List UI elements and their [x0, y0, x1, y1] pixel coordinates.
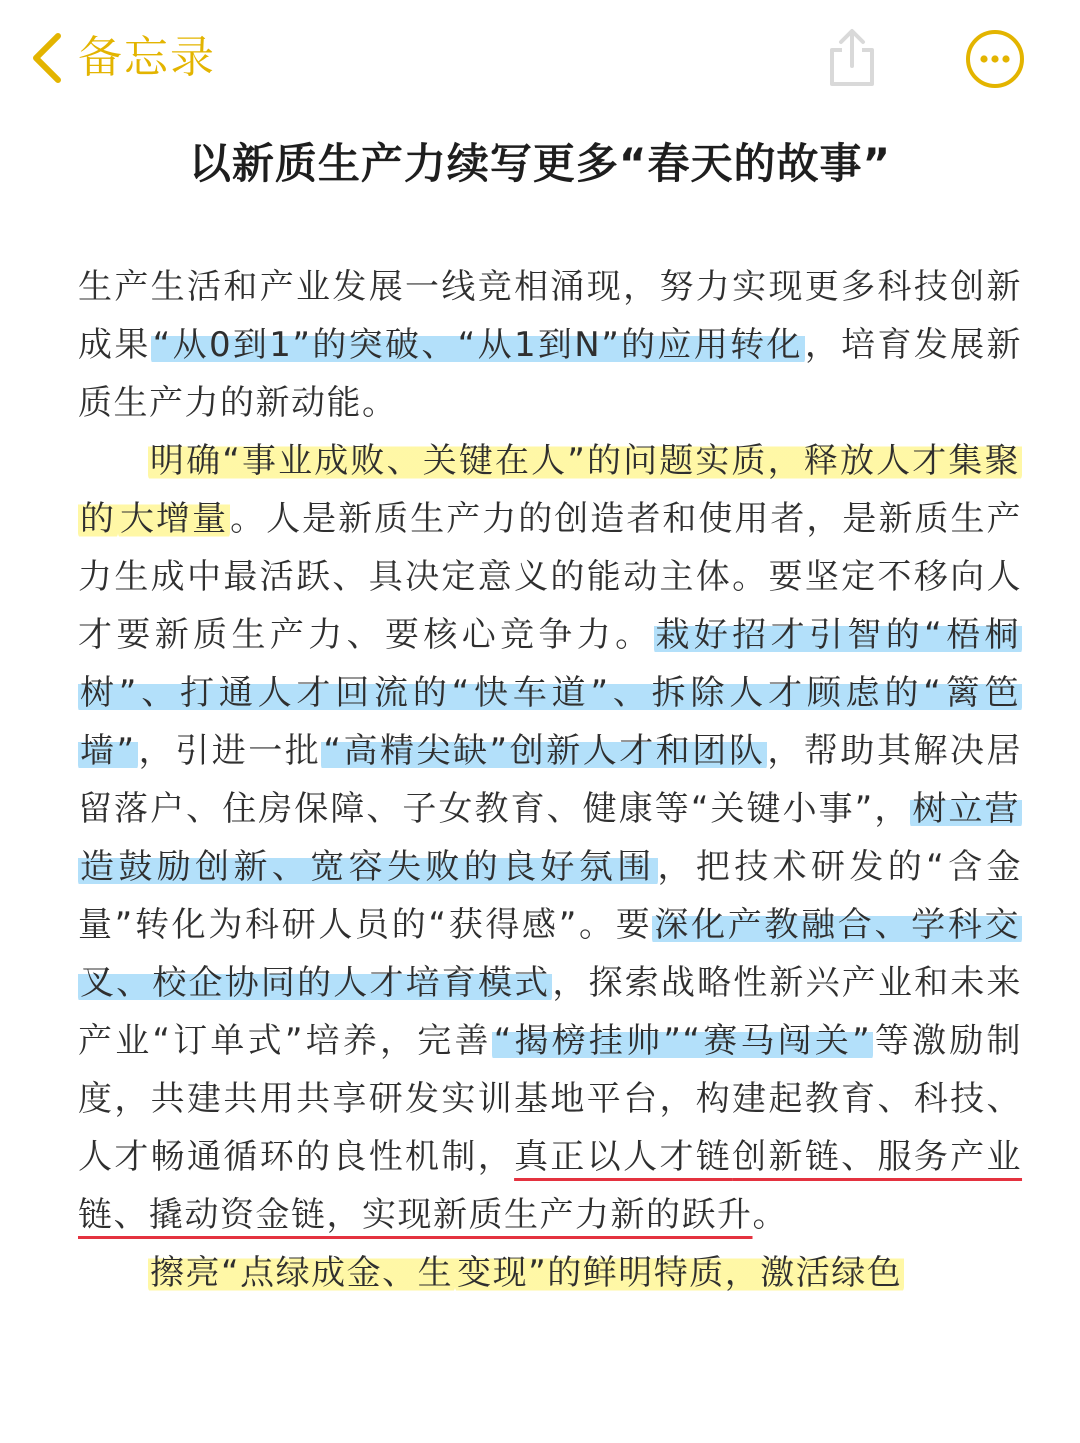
- yellow-highlight: 明确“事业成败、关键在人”的问题实质，释放人才集聚的: [80, 441, 1020, 539]
- blue-highlight: “从0到1”的突破、“从1到N”的应用转化: [152, 325, 803, 365]
- blue-highlight: “高精尖缺”创新人才和团队: [323, 731, 766, 771]
- note-body[interactable]: [78, 258, 1022, 1302]
- yellow-highlight: 变现”的鲜明特质，激活绿色: [457, 1253, 903, 1293]
- text-segment: 等激励制度，共建共用共享研发实训基地平台，构建起教育、科技、人才畅通循环的良性机制，: [78, 1021, 1023, 1177]
- share-button[interactable]: [824, 26, 880, 90]
- paragraph-2: [78, 432, 1022, 1244]
- text-segment: 等“关键小事”，: [654, 789, 911, 829]
- text-segment: ，: [137, 731, 176, 771]
- text-segment: 生产生活和产业发展一线竞相涌现，努力实现更多科技创新成果: [78, 267, 1022, 365]
- text-segment: 。人是新质生产力的创造者和使用者，是新质生产力生成中最活跃、: [78, 499, 1023, 597]
- note-title: 以新质生产力续写更多“春天的故事”: [188, 139, 892, 188]
- text-segment: ，探索战略性新兴产业和未来产业“订单式”培养，完善: [78, 963, 1023, 1061]
- more-icon: [964, 75, 1026, 94]
- paragraph-1: [78, 258, 1022, 432]
- blue-highlight: 栽好招才引智的“梧桐树”、打通人才回流的“快车道”、拆除人才顾虑的“篱笆墙”: [80, 615, 1020, 771]
- paragraph-3: [78, 1244, 1022, 1302]
- red-underline: 真正以人才链: [514, 1137, 733, 1177]
- yellow-highlight: 大增量: [120, 499, 229, 539]
- text-segment: 引进一批: [175, 731, 322, 771]
- blue-highlight: 深化产教融合、学科交叉、校企协同的人才培育模式: [80, 905, 1021, 1003]
- text-segment: 具决定意义的能动主体。要坚定不移向人才要新质生产力、要核心竞争力。: [78, 557, 1023, 655]
- chevron-left-icon: [28, 30, 64, 86]
- share-icon: [824, 75, 880, 94]
- text-segment: ，把技术研发的“含金量”转化为科研人员的“获得感”。要: [78, 847, 1022, 945]
- blue-highlight: “揭榜挂帅”“赛马闯关”: [493, 1021, 872, 1061]
- blue-highlight: 树立营造鼓励创新、宽容失败的良好氛围: [80, 789, 1021, 887]
- more-button[interactable]: [964, 28, 1026, 90]
- text-segment: ，帮助其解决居留落户、住房保障、子女教育、健康: [78, 731, 1023, 829]
- back-label: 备忘录: [78, 32, 216, 83]
- red-underline: 创新链、服务产业链、撬动资金链，实现新质生产力新的跃升: [78, 1137, 1023, 1235]
- text-segment: 。: [752, 1195, 788, 1235]
- yellow-highlight: 擦亮“点绿成金、生: [150, 1253, 454, 1293]
- back-button[interactable]: [28, 30, 216, 86]
- text-segment: ，培育发展新质生产力的新动能。: [78, 325, 1023, 423]
- navigation-bar: [0, 0, 1080, 110]
